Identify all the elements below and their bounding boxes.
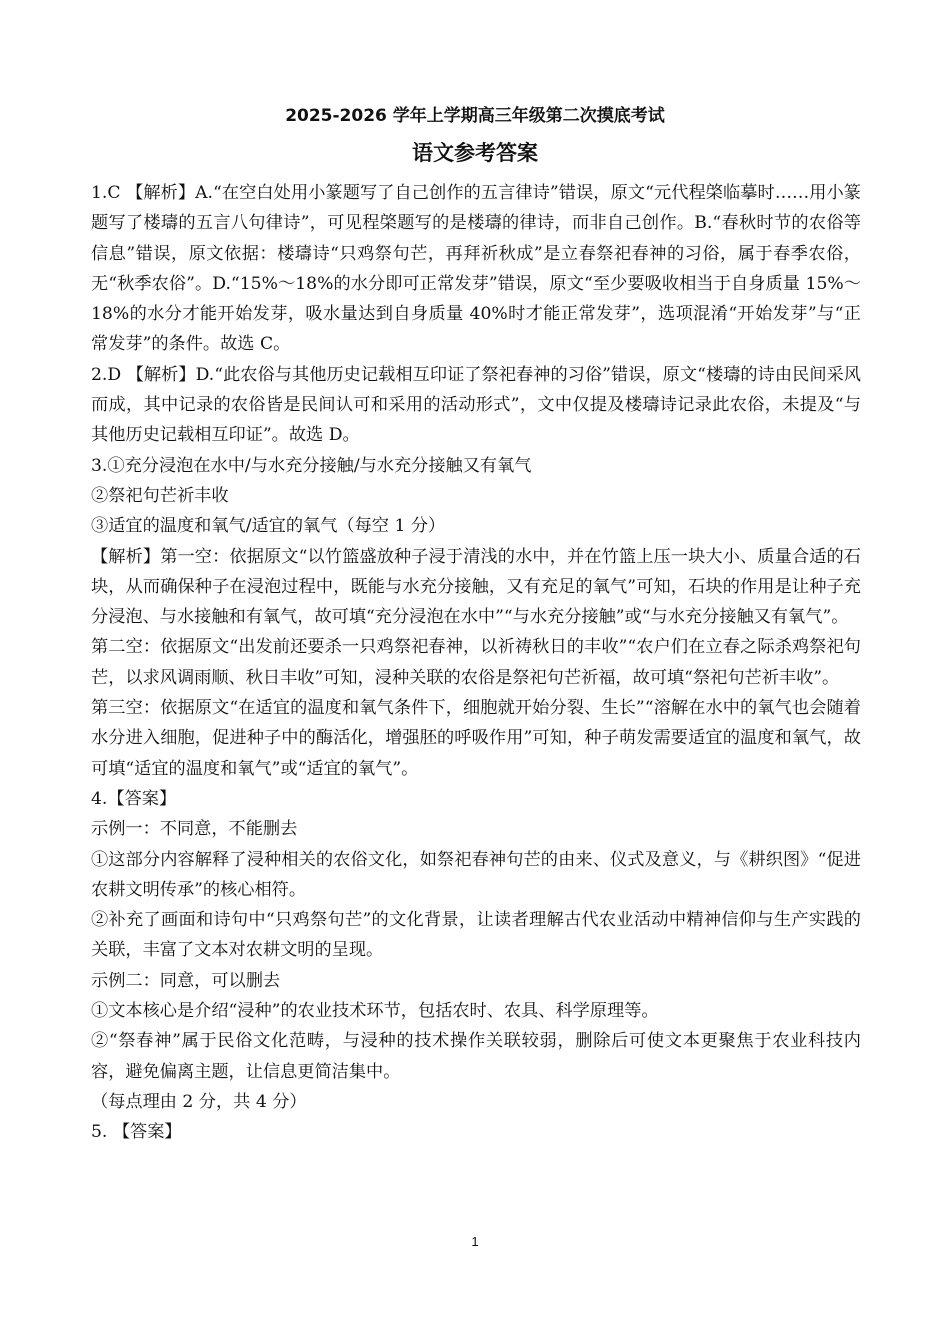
answer-3-analysis-2: 第二空：依据原文“出发前还要杀一只鸡祭祀春神，以祈祷秋日的丰收”“农户们在立春之际杀鸡祭祀句芒，以求风调雨顺、秋日丰收”可知，浸种关联的农俗是祭祀句芒祈福，故可填“祭祀句芒祈丰收”。	[91, 637, 861, 688]
exam-title: 2025-2026 学年上学期高三年级第二次摸底考试	[285, 106, 665, 126]
answer-4-example-2: 示例二：同意，可以删去	[91, 970, 281, 991]
answer-4-example-1-point-1: ①这部分内容解释了浸种相关的农俗文化，如祭祀春神句芒的由来、仪式及意义，与《耕织图》“促进农耕文明传承”的核心相符。	[91, 849, 861, 900]
answer-4-heading: 4.【答案】	[91, 788, 177, 809]
answer-4-example-1: 示例一：不同意，不能删去	[91, 819, 298, 840]
answer-3-analysis-1: 【解析】第一空：依据原文“以竹篮盛放种子浸于清浅的水中，并在竹篮上压一块大小、质量合适的石块，从而确保种子在浸泡过程中，既能与水充分接触，又有充足的氧气”可知，石块的作用是让种子充分浸泡、与水接触和有氧气，故可填“充分浸泡在水中”“与水充分接触”或“与水充分接触又有氧气”。	[91, 546, 861, 628]
answer-4-scoring-note: （每点理由 2 分，共 4 分）	[91, 1091, 307, 1112]
answer-4-example-2-point-2: ②“祭春神”属于民俗文化范畴，与浸种的技术操作关联较弱，删除后可使文本更聚焦于农业科技内容，避免偏离主题，让信息更简洁集中。	[91, 1031, 861, 1082]
answer-5-heading: 5. 【答案】	[91, 1122, 182, 1143]
answer-3-blank-3: ③适宜的温度和氧气/适宜的氧气（每空 1 分）	[91, 516, 446, 537]
answer-key-subtitle: 语文参考答案	[412, 141, 538, 165]
answer-4-example-2-point-1: ①文本核心是介绍“浸种”的农业技术环节，包括农时、农具、科学原理等。	[91, 1001, 659, 1022]
answer-3-blank-2: ②祭祀句芒祈丰收	[91, 485, 229, 506]
answer-3-analysis-3: 第三空：依据原文“在适宜的温度和氧气条件下，细胞就开始分裂、生长”“溶解在水中的氧气也会随着水分进入细胞，促进种子中的酶活化，增强胚的呼吸作用”可知，种子萌发需要适宜的温度和氧气，故可填“适宜的温度和氧气”或“适宜的氧气”。	[91, 698, 861, 779]
answer-2: 2.D 【解析】D.“此农俗与其他历史记载相互印证了祭祀春神的习俗”错误，原文“楼璹的诗由民间采风而成，其中记录的农俗皆是民间认可和采用的活动形式”，文中仅提及楼璹诗记录此农俗，未提及“与其他历史记载相互印证”。故选 D。	[91, 364, 861, 446]
answer-1: 1.C 【解析】A.“在空白处用小篆题写了自己创作的五言律诗”错误，原文“元代程棨临摹时……用小篆题写了楼璹的五言八句律诗”，可见程棨题写的是楼璹的律诗，而非自己创作。B.“春秋时节的农俗等信息”错误，原文依据：楼璹诗“只鸡祭句芒，再拜祈秋成”是立春祭祀春神的习俗，属于春季农俗，无“秋季农俗”。D.“15%～18%的水分即可正常发芽”错误，原文“至少要吸收相当于自身质量 15%～18%的水分才能开始发芽，吸水量达到自身质量 40%时才能正常发芽”，选项混淆“开始发芽”与“正常发芽”的条件。故选 C。	[91, 183, 861, 355]
page-number: 1	[471, 1234, 479, 1249]
answer-4-example-1-point-2: ②补充了画面和诗句中“只鸡祭句芒”的文化背景，让读者理解古代农业活动中精神信仰与生产实践的关联，丰富了文本对农耕文明的呈现。	[91, 910, 861, 961]
answer-content	[91, 178, 861, 1148]
document-header	[0, 103, 950, 171]
answer-3-blank-1: 3.①充分浸泡在水中/与水充分接触/与水充分接触又有氧气	[91, 455, 532, 476]
